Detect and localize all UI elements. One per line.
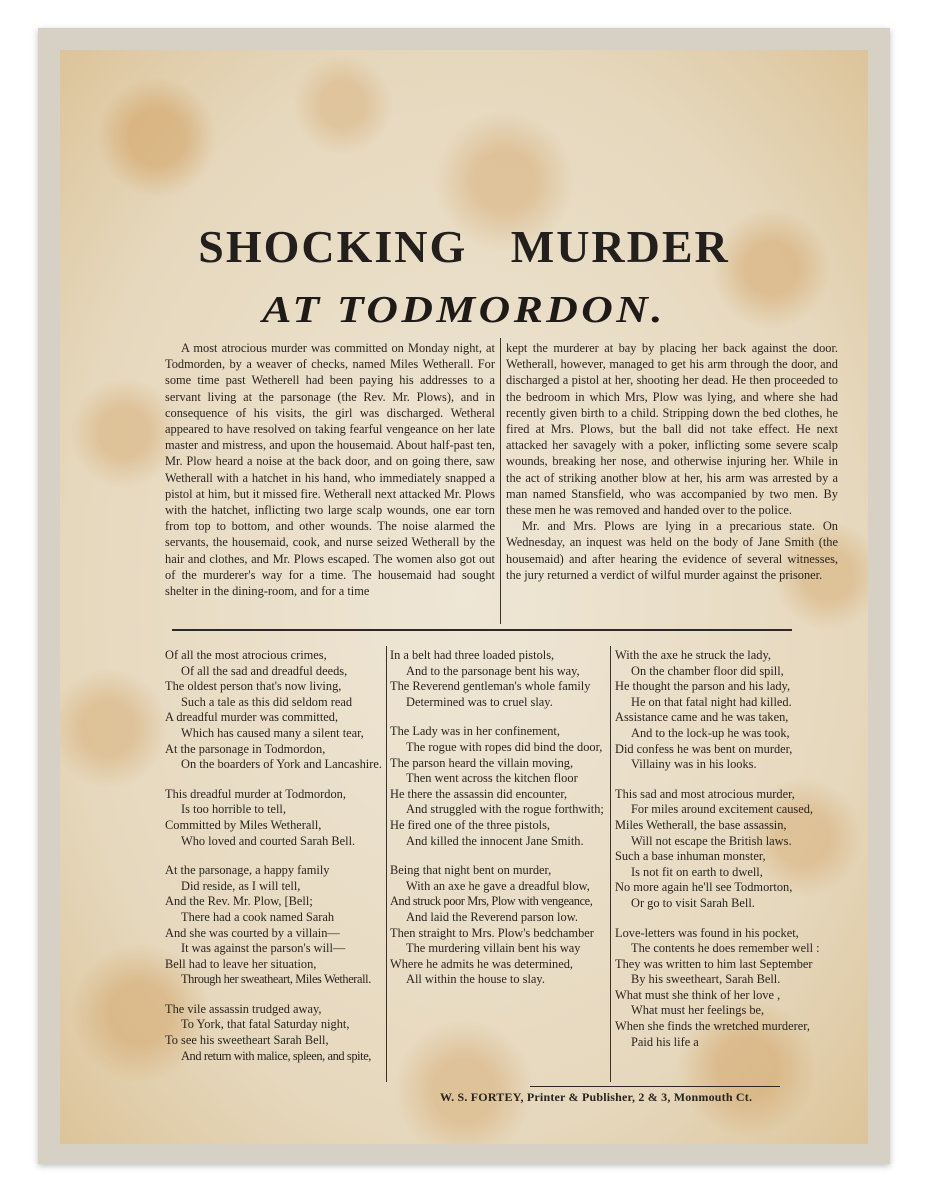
ballad-line: And the Rev. Mr. Plow, [Bell; (165, 894, 313, 909)
ballad-line: Paid his life a (631, 1034, 699, 1049)
ballad-line: And return with malice, spleen, and spite, (181, 1048, 371, 1063)
ballad-line: On the boarders of York and Lancashire. (181, 757, 382, 772)
ballad-line: Where he admits he was determined, (390, 956, 574, 971)
ballad-line: Is not fit on earth to dwell, (631, 864, 763, 879)
broadside-sheet (60, 50, 868, 1144)
ballad-stanza (165, 1002, 383, 1064)
ballad-column-3 (615, 648, 837, 1064)
ballad-line: With an axe he gave a dreadful blow, (406, 878, 590, 893)
ballad-line: Did reside, as I will tell, (181, 878, 301, 893)
mount-card (38, 28, 890, 1164)
ballad-line: The murdering villain bent his way (406, 941, 581, 956)
ballad-line: On the chamber floor did spill, (631, 663, 784, 678)
ballad-stanza (615, 787, 837, 912)
ballad-line: To York, that fatal Saturday night, (181, 1017, 350, 1032)
ballad-line: A dreadful murder was committed, (165, 710, 339, 725)
report-column-1 (165, 340, 495, 599)
ballad-line: Committed by Miles Wetherall, (165, 817, 322, 832)
report-paragraph: Mr. and Mrs. Plows are lying in a precarious state. On Wednesday, an inquest was held on the body of Jane Smith (the housemaid) and after hearing the evidence of several witnesses, the jury returned a verdict of wilful murder against the prisoner. (506, 519, 838, 582)
subheadline: AT TODMORDON. (262, 289, 666, 331)
headline: SHOCKING MURDER (198, 221, 730, 272)
ballad-line: In a belt had three loaded pistols, (390, 648, 555, 662)
ballad-line: The contents he does remember well : (631, 941, 820, 956)
ballad-stanza (615, 648, 837, 773)
ballad-line: To see his sweetheart Sarah Bell, (165, 1033, 329, 1048)
ballad-line: And to the parsonage bent his way, (406, 663, 580, 678)
ballad-stanza (390, 648, 608, 710)
ballad-column-1 (165, 648, 383, 1078)
ballad-line: Bell had to leave her situation, (165, 956, 317, 971)
ballad-line: The Reverend gentleman's whole family (390, 679, 591, 694)
ballad-line: It was against the parson's will— (181, 941, 346, 956)
ballad-line: Through her sweatheart, Miles Wetherall. (181, 972, 371, 987)
column-divider (610, 646, 611, 1082)
ballad-line: Such a tale as this did seldom read (181, 694, 353, 709)
ballad-stanza (165, 863, 383, 988)
ballad-line: And struck poor Mrs, Plow with vengeance, (390, 894, 593, 909)
ballad-line: For miles around excitement caused, (631, 802, 814, 817)
ballad-line: And killed the innocent Jane Smith. (406, 833, 584, 848)
printer-imprint: W. S. FORTEY, Printer & Publisher, 2 & 3, Monmouth Ct. (440, 1090, 753, 1104)
column-divider (386, 646, 387, 1082)
ballad-line: And struggled with the rogue forthwith; (406, 802, 604, 817)
ballad-line: No more again he'll see Todmorton, (615, 880, 793, 895)
ballad-line: Being that night bent on murder, (390, 863, 552, 878)
ballad-line: Will not escape the British laws. (631, 833, 792, 848)
ballad-line: He fired one of the three pistols, (390, 817, 550, 832)
ballad-line: And to the lock-up he was took, (631, 725, 790, 740)
report-paragraph: A most atrocious murder was committed on Monday night, at Todmorden, by a weaver of checks, named Miles Wetherall. For some time past Wetherell had been paying his addresses to a servant living at the parsonage (the Rev. Mr. Plows), and in consequence of his visits, the girl was discharged. Wetheral appeared to have resolved on taking fearful vengeance on her late master and mistress, and upon the housemaid. About half-past ten, Mr. Plow heard a noise at the back door, and on going there, saw Wetherall with a hatchet in his hand, who immediately snapped a pistol at him, but it missed fire. Wetherall next attacked Mr. Plows with the hatchet, inflicting two large scalp wounds, one ear torn from top to bottom, and other wounds. The noise alarmed the servants, the housemaid, cook, and nurse seized Wetherall by the hair and clothes, and Mr. Plows escaped. The women also got out of the murderer's way for a time. The housemaid had sought shelter in the dining-room, and for a time (165, 341, 495, 599)
ballad-line: The oldest person that's now living, (165, 679, 342, 694)
ballad-line: The parson heard the villain moving, (390, 755, 574, 770)
ballad-line: Did confess he was bent on murder, (615, 741, 793, 756)
ballad-line: They was written to him last September (615, 956, 813, 971)
ballad-line: Villainy was in his looks. (631, 757, 757, 772)
ballad-line: At the parsonage in Todmordon, (165, 741, 326, 756)
ballad-line: Or go to visit Sarah Bell. (631, 895, 755, 910)
ballad-line: He there the assassin did encounter, (390, 786, 568, 801)
ballad-line: This dreadful murder at Todmordon, (165, 786, 346, 801)
ballad-stanza (390, 724, 608, 849)
ballad-stanza (165, 648, 383, 773)
report-paragraph: kept the murderer at bay by placing her back against the door. Wetherall, however, managed to get his arm through the door, and discharged a pistol at her, shooting her dead. He then proceeded to the bedroom in which Mrs, Plow was lying, and where she had recently given birth to a child. Stripping down the bed clothes, he fired at Mrs. Plows, but the ball did not take effect. He next attacked her savagely with a poker, inflicting some severe scalp wounds, breaking her nose, and otherwise injuring her. While in the act of striking another blow at her, his arm was arrested by a man named Stansfield, who was accompanied by two men. By these men he was removed and handed over to the police. (506, 341, 838, 518)
ballad-line: All within the house to slay. (406, 972, 545, 987)
ballad-line: And laid the Reverend parson low. (406, 909, 578, 924)
ballad-line: What must she think of her love , (615, 987, 781, 1002)
imprint-rule (530, 1086, 780, 1087)
ballad-line: When she finds the wretched murderer, (615, 1019, 810, 1034)
ballad-line: There had a cook named Sarah (181, 909, 335, 924)
ballad-line: Such a base inhuman monster, (615, 849, 766, 864)
ballad-line: Assistance came and he was taken, (615, 710, 789, 725)
ballad-line: Then went across the kitchen floor (406, 771, 578, 786)
ballad-stanza (165, 787, 383, 849)
ballad-line: Is too horrible to tell, (181, 802, 286, 817)
ballad-line: Of all the sad and dreadful deeds, (181, 663, 348, 678)
ballad-stanza (615, 926, 837, 1051)
ballad-line: The Lady was in her confinement, (390, 724, 560, 739)
ballad-line: And she was courted by a villain— (165, 925, 340, 940)
column-divider (500, 338, 501, 624)
ballad-line: Then straight to Mrs. Plow's bedchamber (390, 925, 594, 940)
ballad-line: This sad and most atrocious murder, (615, 786, 795, 801)
ballad-line: He thought the parson and his lady, (615, 679, 791, 694)
ballad-line: Of all the most atrocious crimes, (165, 648, 327, 662)
ballad-line: Miles Wetherall, the base assassin, (615, 817, 787, 832)
ballad-line: Love-letters was found in his pocket, (615, 925, 799, 940)
ballad-line: Which has caused many a silent tear, (181, 725, 364, 740)
report-column-2 (506, 340, 838, 583)
ballad-line: The rogue with ropes did bind the door, (406, 739, 603, 754)
ballad-stanza (390, 863, 608, 988)
section-rule (172, 629, 792, 631)
ballad-line: With the axe he struck the lady, (615, 648, 771, 662)
ballad-column-2 (390, 648, 608, 1002)
ballad-line: Who loved and courted Sarah Bell. (181, 833, 356, 848)
ballad-line: What must her feelings be, (631, 1003, 765, 1018)
ballad-line: By his sweetheart, Sarah Bell. (631, 972, 781, 987)
ballad-line: The vile assassin trudged away, (165, 1001, 322, 1016)
ballad-line: He on that fatal night had killed. (631, 694, 792, 709)
ballad-line: At the parsonage, a happy family (165, 863, 330, 878)
ballad-line: Determined was to cruel slay. (406, 694, 553, 709)
